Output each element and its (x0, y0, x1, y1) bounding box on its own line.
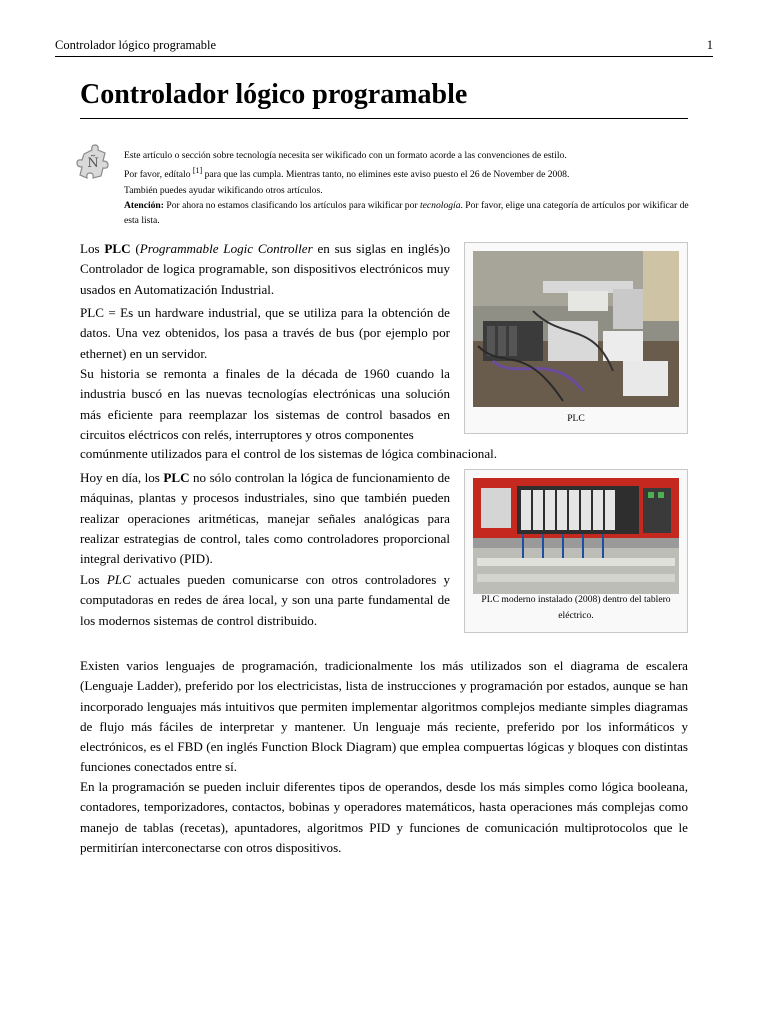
paragraph-history: Su historia se remonta a finales de la década de 1960 cuando la industria buscó en las nuevas tecnologías electrónicas una solución más eficiente para reemplazar los sistemas de control basados en circuitos eléctricos con relés, interruptores y otros componentes (80, 366, 450, 442)
plc-photo[interactable] (473, 251, 679, 407)
paragraph-languages: Existen varios lenguajes de programación, tradicionalmente los más utilizados son el diagrama de escalera (Lenguaje Ladder), preferido por los electricistas, lista de instrucciones y programación por estados, aunque se han incorporado lenguajes más intuitivos que permiten implementar algoritmos complejos mediante simples diagramas de flujo más fáciles de interpretar y mantener. Un lenguaje más reciente, preferido por los informáticos y electrónicos, es el FBD (en inglés Function Block Diagram) que emplea compuertas lógicas y bloques con distintas funciones conectados entre sí. (80, 658, 688, 775)
paragraph-networks: Los PLC actuales pueden comunicarse con otros controladores y computadoras en redes de área local, y son una parte fundamental de los modernos sistemas de control distribuido. (80, 572, 450, 628)
running-header (55, 38, 713, 57)
figure-plc (464, 242, 688, 434)
wikify-notice (124, 148, 690, 229)
notice-line-2: Por favor, edítalo [1] para que las cumpla. Mientras tanto, no elimines este aviso puesto el 26 de November de 2008. (124, 166, 570, 181)
article-title: Controlador lógico programable (80, 79, 468, 110)
paragraph-history-end: comúnmente utilizados para el control de los sistemas de lógica combinacional. (80, 446, 498, 461)
paragraph-definition: PLC = Es un hardware industrial, que se utiliza para la obtención de datos. Una vez obtenidos, los pasa a través de bus (por ejemplo por ethernet) en un servidor. (80, 305, 450, 361)
notice-line-3: También puedes ayudar wikificando otros artículos. (124, 184, 323, 196)
svg-text:Ñ: Ñ (87, 156, 99, 171)
figure-caption: PLC (567, 413, 585, 424)
notice-line-1: Este artículo o sección sobre tecnología necesita ser wikificado con un formato acorde a las convenciones de estilo. (124, 150, 567, 161)
wikify-puzzle-icon (74, 140, 114, 184)
running-title: Controlador lógico programable (55, 38, 217, 52)
title-rule (80, 118, 688, 119)
plc-panel-photo[interactable] (473, 478, 679, 594)
notice-line-4: Atención: Por ahora no estamos clasificando los artículos para wikificar por tecnología. Por favor, elige una categoría de artículos por wikificar de esta lista. (124, 200, 689, 227)
figure-caption: PLC moderno instalado (2008) dentro del tablero eléctrico. (481, 594, 671, 621)
reference-link[interactable]: [1] (192, 166, 203, 176)
figure-plc-panel (464, 469, 688, 633)
paragraph-today: Hoy en día, los PLC no sólo controlan la lógica de funcionamiento de máquinas, plantas y procesos industriales, sino que también pueden realizar operaciones aritméticas, manejar señales analógicas para realizar estrategias de control, tales como controladores proporcional integral derivativo (PID). (80, 470, 450, 567)
page-number: 1 (706, 38, 713, 52)
paragraph-intro: Los PLC (Programmable Logic Controller en sus siglas en inglés)o Controlador de logica programable, son dispositivos electrónicos muy usados en Automatización Industrial. (80, 241, 450, 297)
paragraph-operands: En la programación se pueden incluir diferentes tipos de operandos, desde los más simples como lógica booleana, contadores, temporizadores, contactos, bobinas y operadores matemáticos, hasta operaciones más complejas como manejo de tablas (recetas), apuntadores, algoritmos PID y funciones de comunicación multiprotocolos que le permitirían interconectarse con otros dispositivos. (80, 779, 688, 855)
